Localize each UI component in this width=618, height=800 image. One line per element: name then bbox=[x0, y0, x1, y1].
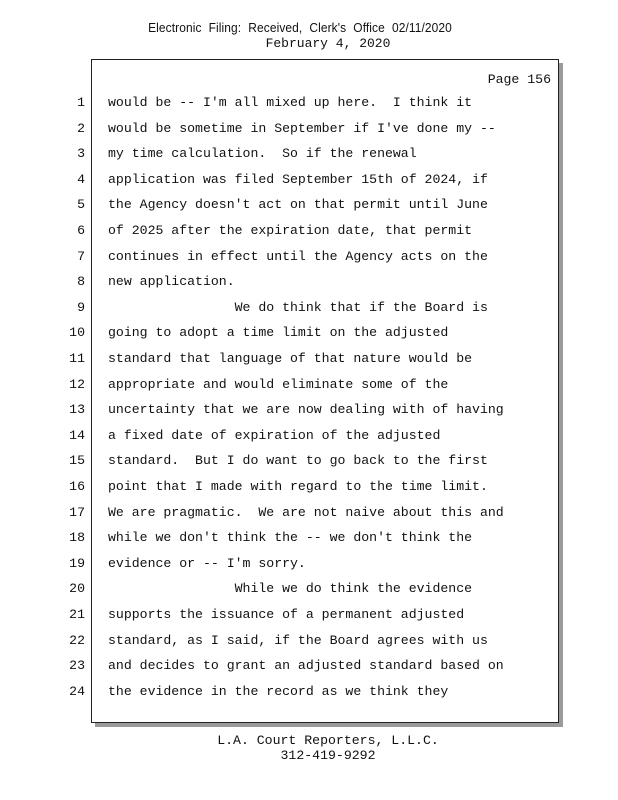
line-text: going to adopt a time limit on the adjusted bbox=[108, 325, 449, 341]
transcript-line bbox=[0, 684, 560, 709]
transcript-line bbox=[0, 325, 560, 350]
transcript-line bbox=[0, 146, 560, 171]
transcript-line bbox=[0, 658, 560, 683]
line-text: evidence or -- I'm sorry. bbox=[108, 555, 306, 571]
line-number: 13 bbox=[69, 402, 85, 418]
transcript-line bbox=[0, 556, 560, 581]
transcript-line bbox=[0, 377, 560, 402]
line-text: of 2025 after the expiration date, that permit bbox=[108, 223, 473, 238]
line-number: 4 bbox=[77, 171, 85, 187]
filing-stamp: Electronic Filing: Received, Clerk's Office 02/11/2020 bbox=[148, 20, 452, 35]
line-text: my time calculation. So if the renewal bbox=[108, 146, 417, 162]
line-number: 8 bbox=[77, 274, 85, 290]
transcript-line bbox=[0, 402, 560, 427]
line-number: 5 bbox=[77, 197, 85, 213]
line-number: 24 bbox=[69, 683, 85, 699]
line-number: 9 bbox=[77, 299, 85, 315]
transcript-line bbox=[0, 633, 560, 658]
transcript-line bbox=[0, 530, 560, 555]
transcript-line bbox=[0, 121, 560, 146]
transcript-line bbox=[0, 351, 560, 376]
transcript-line bbox=[0, 505, 560, 530]
line-number: 17 bbox=[69, 504, 85, 520]
line-text: point that I made with regard to the time limit. bbox=[108, 479, 488, 494]
line-number: 7 bbox=[77, 248, 85, 264]
transcript-line bbox=[0, 197, 560, 222]
line-text: standard that language of that nature would be bbox=[108, 351, 473, 366]
line-number: 1 bbox=[77, 95, 85, 110]
transcript-line bbox=[0, 453, 560, 478]
line-number: 19 bbox=[69, 555, 85, 571]
line-number: 22 bbox=[69, 632, 85, 648]
line-number: 15 bbox=[69, 453, 85, 469]
line-text: uncertainty that we are now dealing with of having bbox=[108, 402, 504, 418]
reporter-company: L.A. Court Reporters, L.L.C. bbox=[217, 733, 439, 748]
line-text: We do think that if the Board is bbox=[108, 299, 488, 315]
transcript-line bbox=[0, 428, 560, 453]
line-number: 6 bbox=[77, 223, 85, 238]
line-text: a fixed date of expiration of the adjusted bbox=[108, 427, 441, 443]
line-number: 11 bbox=[69, 351, 85, 366]
line-number: 20 bbox=[69, 581, 85, 597]
line-text: would be sometime in September if I've done my -- bbox=[108, 120, 496, 136]
line-text: While we do think the evidence bbox=[108, 581, 473, 597]
line-text: the Agency doesn't act on that permit until June bbox=[108, 197, 488, 213]
line-text: standard, as I said, if the Board agrees with us bbox=[108, 632, 488, 648]
line-number: 14 bbox=[69, 427, 85, 443]
line-text: application was filed September 15th of 2024, if bbox=[108, 171, 488, 187]
line-text: new application. bbox=[108, 274, 235, 290]
line-number: 10 bbox=[69, 325, 85, 341]
page-number: Page 156 bbox=[487, 72, 551, 87]
transcript-line bbox=[0, 274, 560, 299]
line-text: would be -- I'm all mixed up here. I think it bbox=[108, 95, 473, 110]
line-text: supports the issuance of a permanent adjusted bbox=[108, 607, 465, 622]
line-number: 18 bbox=[69, 530, 85, 546]
transcript-line bbox=[0, 95, 560, 120]
line-text: the evidence in the record as we think they bbox=[108, 683, 449, 699]
line-number: 2 bbox=[77, 120, 85, 136]
line-number: 21 bbox=[69, 607, 85, 622]
line-number: 12 bbox=[69, 376, 85, 392]
transcript-line bbox=[0, 607, 560, 632]
transcript-line bbox=[0, 581, 560, 606]
transcript-line bbox=[0, 172, 560, 197]
line-text: and decides to grant an adjusted standard based on bbox=[108, 658, 504, 674]
line-text: continues in effect until the Agency acts on the bbox=[108, 248, 488, 264]
transcript-line bbox=[0, 479, 560, 504]
line-number: 23 bbox=[69, 658, 85, 674]
line-text: standard. But I do want to go back to the first bbox=[108, 453, 488, 469]
transcript-date: February 4, 2020 bbox=[265, 36, 391, 51]
transcript-line bbox=[0, 300, 560, 325]
line-text: We are pragmatic. We are not naive about this and bbox=[108, 504, 504, 520]
line-text: appropriate and would eliminate some of the bbox=[108, 376, 449, 392]
line-number: 3 bbox=[77, 146, 85, 162]
transcript-line bbox=[0, 223, 560, 248]
reporter-phone: 312-419-9292 bbox=[280, 748, 376, 763]
line-text: while we don't think the -- we don't think the bbox=[108, 530, 473, 546]
transcript-line bbox=[0, 249, 560, 274]
line-number: 16 bbox=[69, 479, 85, 494]
